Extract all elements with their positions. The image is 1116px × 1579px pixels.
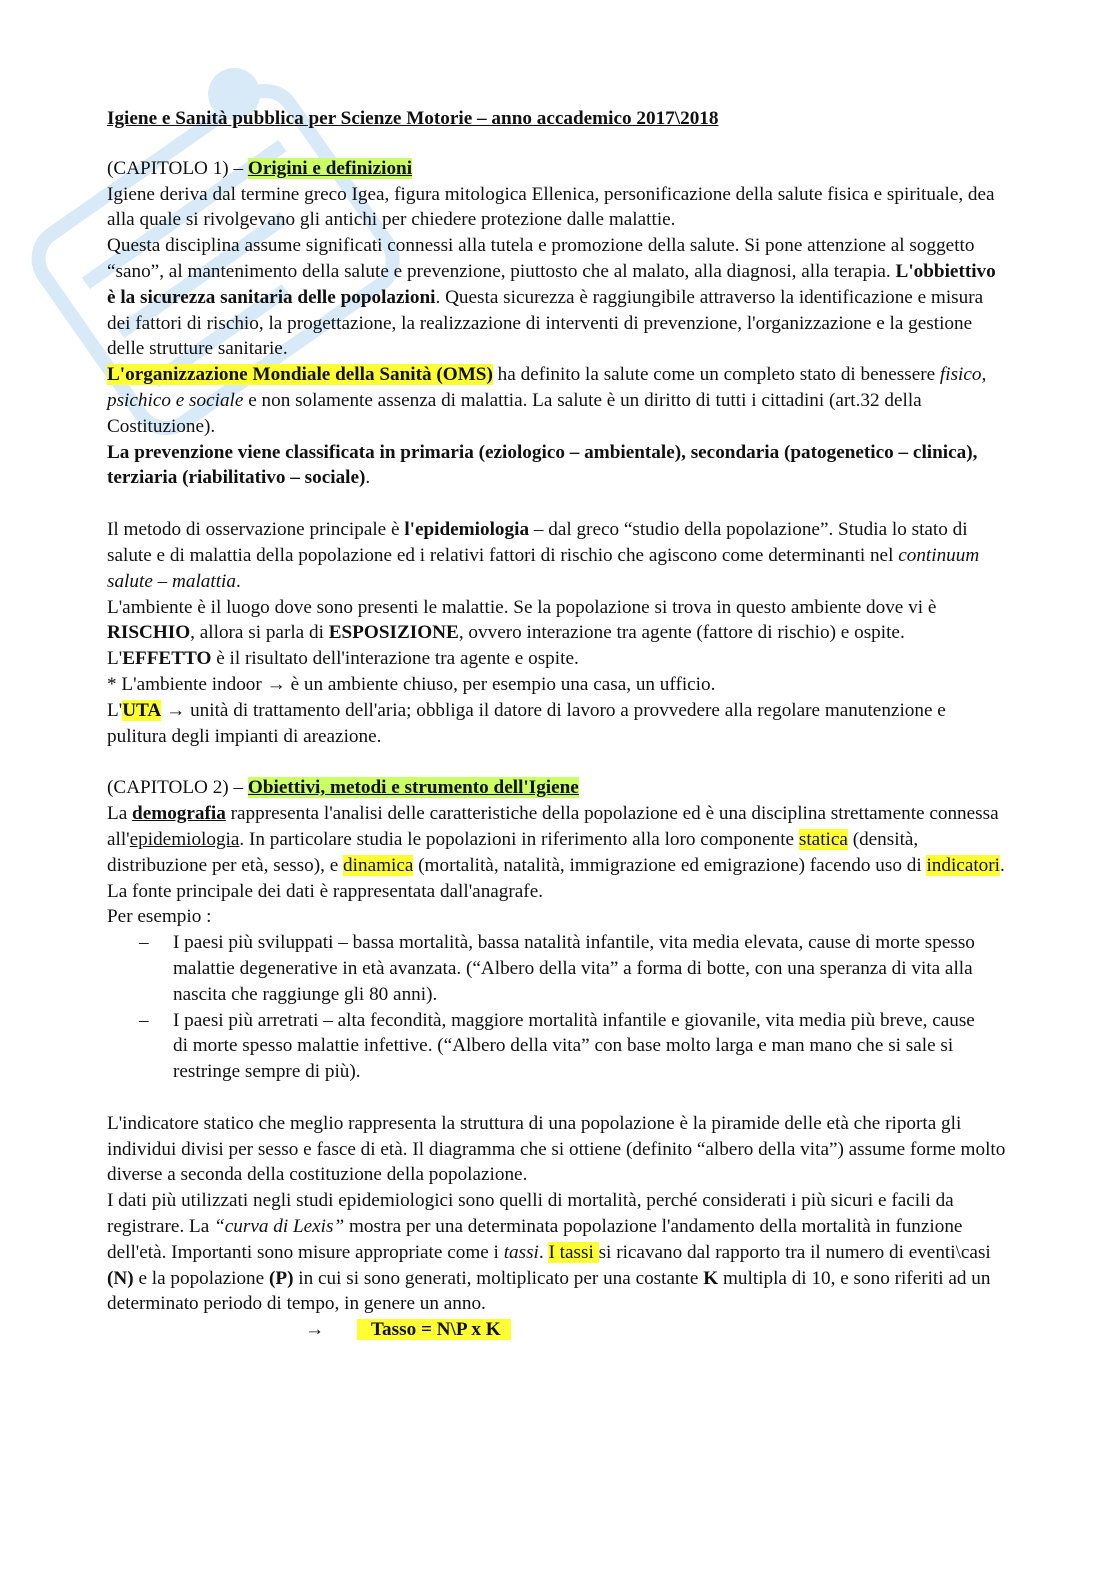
text-run: , ovvero interazione tra agente (fattore di rischio) e ospite. L' (107, 622, 905, 670)
bold-text: (P) (268, 1267, 294, 1289)
chapter1-heading-line (107, 156, 1007, 182)
text-run: L' (107, 699, 123, 721)
spacer (107, 1085, 1007, 1111)
chapter2-paragraph-4 (107, 1188, 1007, 1317)
text-run: multipla di 10, e sono riferiti ad un determinato periodo di tempo, in genere un anno. (107, 1267, 991, 1315)
chapter2-prefix: (CAPITOLO 2) – (107, 777, 248, 799)
bold-text: l'epidemiologia (404, 519, 530, 541)
text-run: . La fonte principale dei dati è rappresentata dall'anagrafe. (107, 854, 1005, 902)
highlighted-text: L'organizzazione Mondiale della Sanità (OMS) (107, 364, 493, 386)
chapter1-paragraph-3 (107, 362, 1007, 439)
text-run: . (235, 570, 241, 592)
chapter1-paragraph-7: * L'ambiente indoor → è un ambiente chiuso, per esempio una casa, un ufficio. (107, 673, 716, 695)
highlighted-text: statica (798, 828, 848, 850)
chapter1-paragraph-5 (107, 517, 1007, 594)
bold-text: RISCHIO (107, 622, 191, 644)
bold-text: K (703, 1267, 719, 1289)
italic-text: fisico, psichico e sociale (107, 364, 987, 411)
chapter1-paragraph-1: Igiene deriva dal termine greco Igea, figura mitologica Ellenica, personificazione della salute fisica e spirituale, dea alla quale si rivolgevano gli antichi per chiedere protezione dalle malattie. (107, 183, 995, 231)
text-run: Questa disciplina assume significati connessi alla tutela e promozione della salute. Si pone attenzione al soggetto “sano”, al mantenimento della salute e prevenzione, piuttosto che al malato, alla diagnosi, alla terapia. (107, 235, 975, 282)
italic-text: continuum salute – malattia (107, 544, 980, 592)
bold-underlined-text: demografia (132, 803, 226, 825)
text-run: rappresenta l'analisi delle caratteristiche della popolazione ed è una disciplina strettamente connessa all' (107, 803, 999, 850)
text-run: La (107, 803, 133, 825)
chapter1-paragraph-6 (107, 595, 1007, 672)
text-run: L'ambiente è il luogo dove sono presenti le malattie. Se la popolazione si trova in questo ambiente dove vi è (107, 596, 937, 618)
text-run: mostra per una determinata popolazione l'andamento della mortalità in funzione dell'età. Importanti sono misure appropriate come i (107, 1216, 963, 1263)
text-run: , allora si parla di (190, 622, 329, 644)
list-item: – I paesi più arretrati – alta fecondità, maggiore mortalità infantile e giovanile, vita media più breve, cause di morte spesso malattie infettive. (“Albero della vita” con base molto larga e man mano che si sale si restringe sempre di più). (173, 1008, 1007, 1085)
text-run: in cui si sono generati, moltiplicato per una costante (293, 1267, 704, 1289)
chapter2-paragraph-3: L'indicatore statico che meglio rappresenta la struttura di una popolazione è la piramide delle età che riporta gli individui divisi per sesso e fasce di età. Il diagramma che si ottiene (definito “albero della vita”) assume forme molto diverse a seconda della costituzione della popolazione. (107, 1112, 1006, 1186)
italic-text: “curva di Lexis” (214, 1216, 345, 1238)
text-run: si ricavano dal rapporto tra il numero di eventi\casi (598, 1241, 991, 1263)
bold-text: (N) (107, 1267, 134, 1289)
example-list (107, 930, 1007, 1085)
chapter1-paragraph-2 (107, 233, 1007, 362)
underlined-text: epidemiologia (129, 828, 240, 850)
chapter2-paragraph-1 (107, 801, 1007, 904)
bold-text: L'obbiettivo è la sicurezza sanitaria delle popolazioni (107, 260, 996, 308)
bold-text: La prevenzione viene classificata in primaria (eziologico – ambientale), secondaria (patogenetico – clinica), terziaria (riabilitativo – sociale) (107, 441, 978, 489)
chapter1-paragraph-8 (107, 698, 1007, 750)
highlighted-text: indicatori (926, 854, 1000, 876)
arrow-icon: → (305, 1319, 325, 1341)
chapter1-prefix: (CAPITOLO 1) – (107, 157, 248, 179)
chapter2-paragraph-2: Per esempio : (107, 906, 212, 928)
text-run: è il risultato dell'interazione tra agente e ospite. (211, 648, 579, 670)
text-run: e non solamente assenza di malattia. La salute è un diritto di tutti i cittadini (art.32 della Costituzione). (107, 389, 922, 437)
text-run: . Questa sicurezza è raggiungibile attraverso la identificazione e misura dei fattori di rischio, la progettazione, la realizzazione di interventi di prevenzione, l'organizzazione e la gestione delle strutture sanitarie. (107, 286, 984, 360)
italic-text: tassi (503, 1241, 539, 1263)
spacer (107, 749, 1007, 775)
bold-text: ESPOSIZIONE (328, 622, 459, 644)
document-body (107, 106, 1007, 1343)
rate-formula: Tasso = N\P x K (357, 1319, 511, 1340)
text-run: I dati più utilizzati negli studi epidemiologici sono quelli di mortalità, perché considerati i più sicuri e facili da registrare. La (107, 1190, 954, 1238)
text-run: (mortalità, natalità, immigrazione ed emigrazione) facendo uso di (413, 854, 927, 876)
document-title: Igiene e Sanità pubblica per Scienze Motorie – anno accademico 2017\2018 (107, 108, 719, 129)
text-run: e la popolazione (133, 1267, 269, 1289)
highlighted-text: I tassi (548, 1241, 599, 1263)
chapter2-heading-line (107, 775, 1007, 801)
text-run: – dal greco “studio della popolazione”. Studia lo stato di salute e di malattia della popolazione ed i relativi fattori di rischio che agiscono come determinanti nel (107, 519, 968, 566)
text-run: . In particolare studia le popolazioni in riferimento alla loro componente (239, 828, 799, 850)
spacer (107, 491, 1007, 517)
text-run: Il metodo di osservazione principale è (107, 519, 405, 541)
text-run: . (365, 467, 371, 489)
text-run: ha definito la salute come un completo stato di benessere (492, 364, 940, 386)
chapter1-paragraph-4 (107, 440, 1007, 492)
highlighted-text: UTA (122, 699, 162, 721)
chapter2-heading: Obiettivi, metodi e strumento dell'Igiene (247, 777, 579, 799)
highlighted-text: dinamica (343, 854, 414, 876)
text-run: → unità di trattamento dell'aria; obbliga il datore di lavoro a provvedere alla regolare manutenzione e pulitura degli impianti di areazione. (107, 699, 946, 747)
bold-text: EFFETTO (122, 648, 212, 670)
chapter1-heading: Origini e definizioni (247, 157, 413, 179)
list-item: – I paesi più sviluppati – bassa mortalità, bassa natalità infantile, vita media elevata, cause di morte spesso malattie degenerative in età avanzata. (“Albero della vita” a forma di botte, con una speranza di vita alla nascita che raggiunge gli 80 anni). (173, 930, 1007, 1007)
formula-row (107, 1317, 1007, 1343)
text-run: (densità, distribuzione per età, sesso), e (107, 828, 919, 876)
text-run: . (538, 1241, 549, 1263)
